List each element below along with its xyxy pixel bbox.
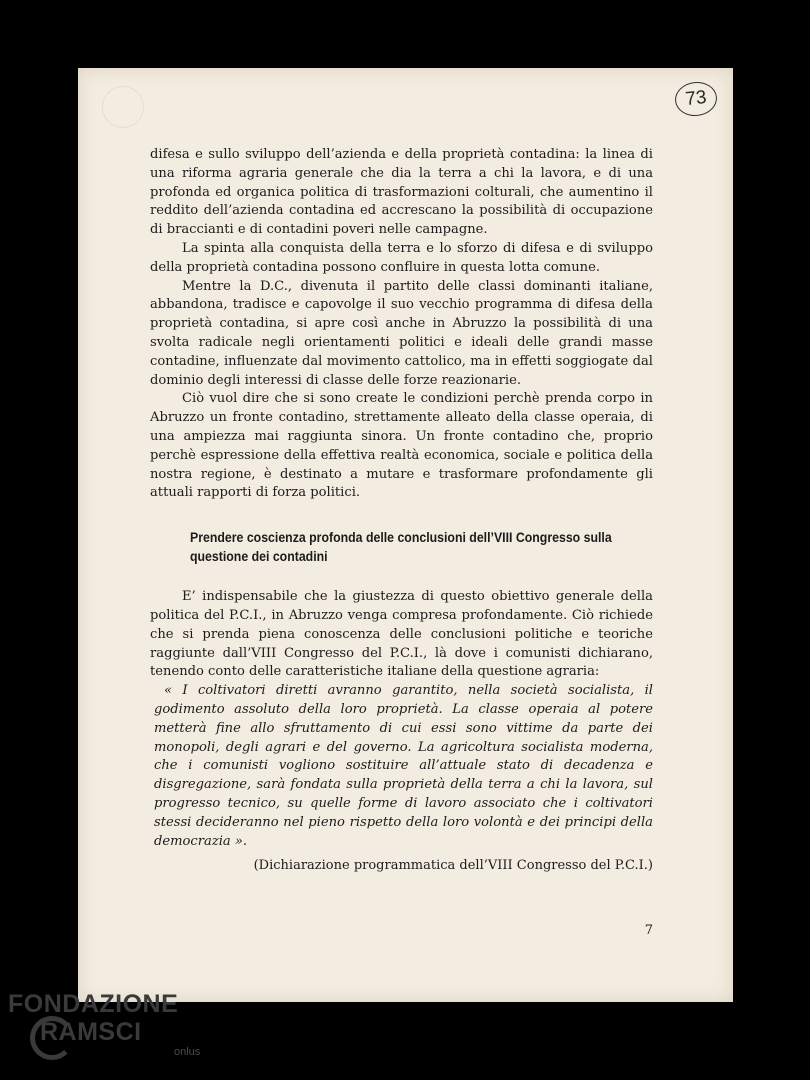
faded-stamp-icon [102, 86, 144, 128]
paragraph: La spinta alla conquista della terra e lo sforzo di difesa e di sviluppo della proprietà contadina possono confluire in questa lotta comune. [150, 240, 653, 275]
paragraph: E’ indispensabile che la giustezza di questo obiettivo generale della politica del P.C.I., in Abruzzo venga compresa profondamente. Ciò richiede che si prenda piena conoscenza delle conclusioni politiche e teoriche raggiunte dall’VIII Congresso del P.C.I., là dove i comunisti dichiarano, tenendo conto delle caratteristiche italiane della questione agraria: [150, 589, 653, 680]
paragraph: Ciò vuol dire che si sono create le condizioni perchè prenda corpo in Abruzzo un fronte contadino, strettamente alleato della classe operaia, di una ampiezza mai raggiunta sinora. Un fronte contadino che, proprio perchè espressione della effettiva realtà economica, sociale e politica della nostra regione, è destinato a mutare e trasformare profondamente gli attuali rapporti di forza politici. [150, 391, 653, 501]
handwritten-folio-number: 73 [673, 80, 718, 118]
paragraph: difesa e sullo sviluppo dell’azienda e della proprietà contadina: la linea di una riforma agraria generale che dia la terra a chi la lavora, e di una profonda ed organica politica di trasformazioni colturali, che aumentino il reddito dell’azienda contadina ed accrescano la possibilità di occupazione di braccianti e di contadini poveri nelle campagne. [150, 147, 653, 238]
quotation: « I coltivatori diretti avranno garantito, nella società socialista, il godimento assoluto della loro proprietà. La classe operaia al potere metterà fine allo sfruttamento di cui essi sono vittime da parte dei monopoli, degli agrari e del governo. La agricoltura socialista moderna, che i comunisti vogliono sostituire all’attuale stato di decadenza e disgregazione, sarà fondata sulla proprietà della terra a chi la lavora, sul progresso tecnico, su quelle forme di lavoro associato che i coltivatori stessi decideranno nel pieno rispetto della loro volontà e dei principi della democrazia ». [154, 683, 653, 849]
paragraph: Mentre la D.C., divenuta il partito delle classi dominanti italiane, abbandona, tradisce e capovolge il suo vecchio programma di difesa della proprietà contadina, si apre così anche in Abruzzo la possibilità di una svolta radicale negli orientamenti politici e ideali delle grandi masse contadine, influenzate dal movimento cattolico, ma in effetti soggiogate dal dominio degli interessi di classe delle forze reazionarie. [150, 278, 653, 388]
document-page [78, 68, 733, 1002]
watermark-suffix: onlus [174, 1046, 201, 1058]
watermark-line1: FONDAZIONE [8, 990, 179, 1018]
page-number: 7 [644, 923, 653, 938]
section-heading: Prendere coscienza profonda delle conclusioni dell’VIII Congresso sulla questione dei contadini [190, 530, 612, 565]
watermark-line2: RAMSCI [40, 1018, 142, 1046]
document-body [150, 146, 653, 876]
fondazione-gramsci-watermark [8, 990, 208, 1070]
citation: (Dichiarazione programmatica dell’VIII Congresso del P.C.I.) [253, 858, 653, 874]
